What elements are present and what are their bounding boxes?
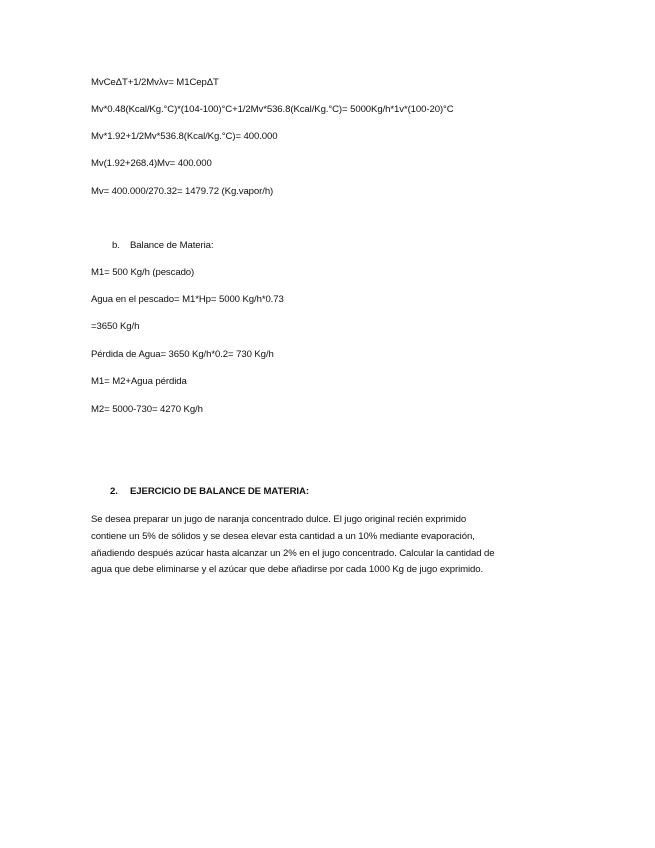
paragraph-line-3: añadiendo después azúcar hasta alcanzar un 2% en el jugo concentrado. Calcular la cantidad de xyxy=(91,547,495,559)
exercise-paragraph xyxy=(91,512,556,579)
section-b-heading xyxy=(112,240,213,252)
balance-line-2: Agua en el pescado= M1*Hp= 5000 Kg/h*0.73 xyxy=(91,294,284,305)
exercise-number: 2. xyxy=(110,486,118,497)
exercise-heading xyxy=(110,486,309,497)
paragraph-line-2: contiene un 5% de sólidos y se desea elevar esta cantidad a un 10% mediante evaporación, xyxy=(91,530,475,542)
balance-line-3: =3650 Kg/h xyxy=(91,321,140,332)
balance-line-4: Pérdida de Agua= 3650 Kg/h*0.2= 730 Kg/h xyxy=(91,349,274,360)
section-b-label: b. xyxy=(112,240,120,251)
balance-line-6: M2= 5000-730= 4270 Kg/h xyxy=(91,404,203,415)
balance-line-5: M1= M2+Agua pérdida xyxy=(91,376,187,387)
exercise-title: EJERCICIO DE BALANCE DE MATERIA: xyxy=(130,486,309,497)
equation-line-3: Mv*1.92+1/2Mv*536.8(Kcal/Kg.°C)= 400.000 xyxy=(91,131,278,142)
paragraph-line-4: agua que debe eliminarse y el azúcar que debe añadirse por cada 1000 Kg de jugo exprimido. xyxy=(91,564,484,576)
equation-line-1: MvCeΔT+1/2Mvλv= M1CepΔT xyxy=(91,77,219,88)
paragraph-line-1: Se desea preparar un jugo de naranja concentrado dulce. El jugo original recién exprimido xyxy=(91,514,467,525)
equation-line-4: Mv(1.92+268.4)Mv= 400.000 xyxy=(91,158,212,169)
equation-line-5: Mv= 400.000/270.32= 1479.72 (Kg.vapor/h) xyxy=(91,186,274,197)
equation-line-2: Mv*0.48(Kcal/Kg.°C)*(104-100)°C+1/2Mv*536.8(Kcal/Kg.°C)= 5000Kg/h*1v*(100-20)°C xyxy=(91,104,454,115)
section-b-title: Balance de Materia: xyxy=(130,240,214,251)
balance-line-1: M1= 500 Kg/h (pescado) xyxy=(91,267,195,278)
